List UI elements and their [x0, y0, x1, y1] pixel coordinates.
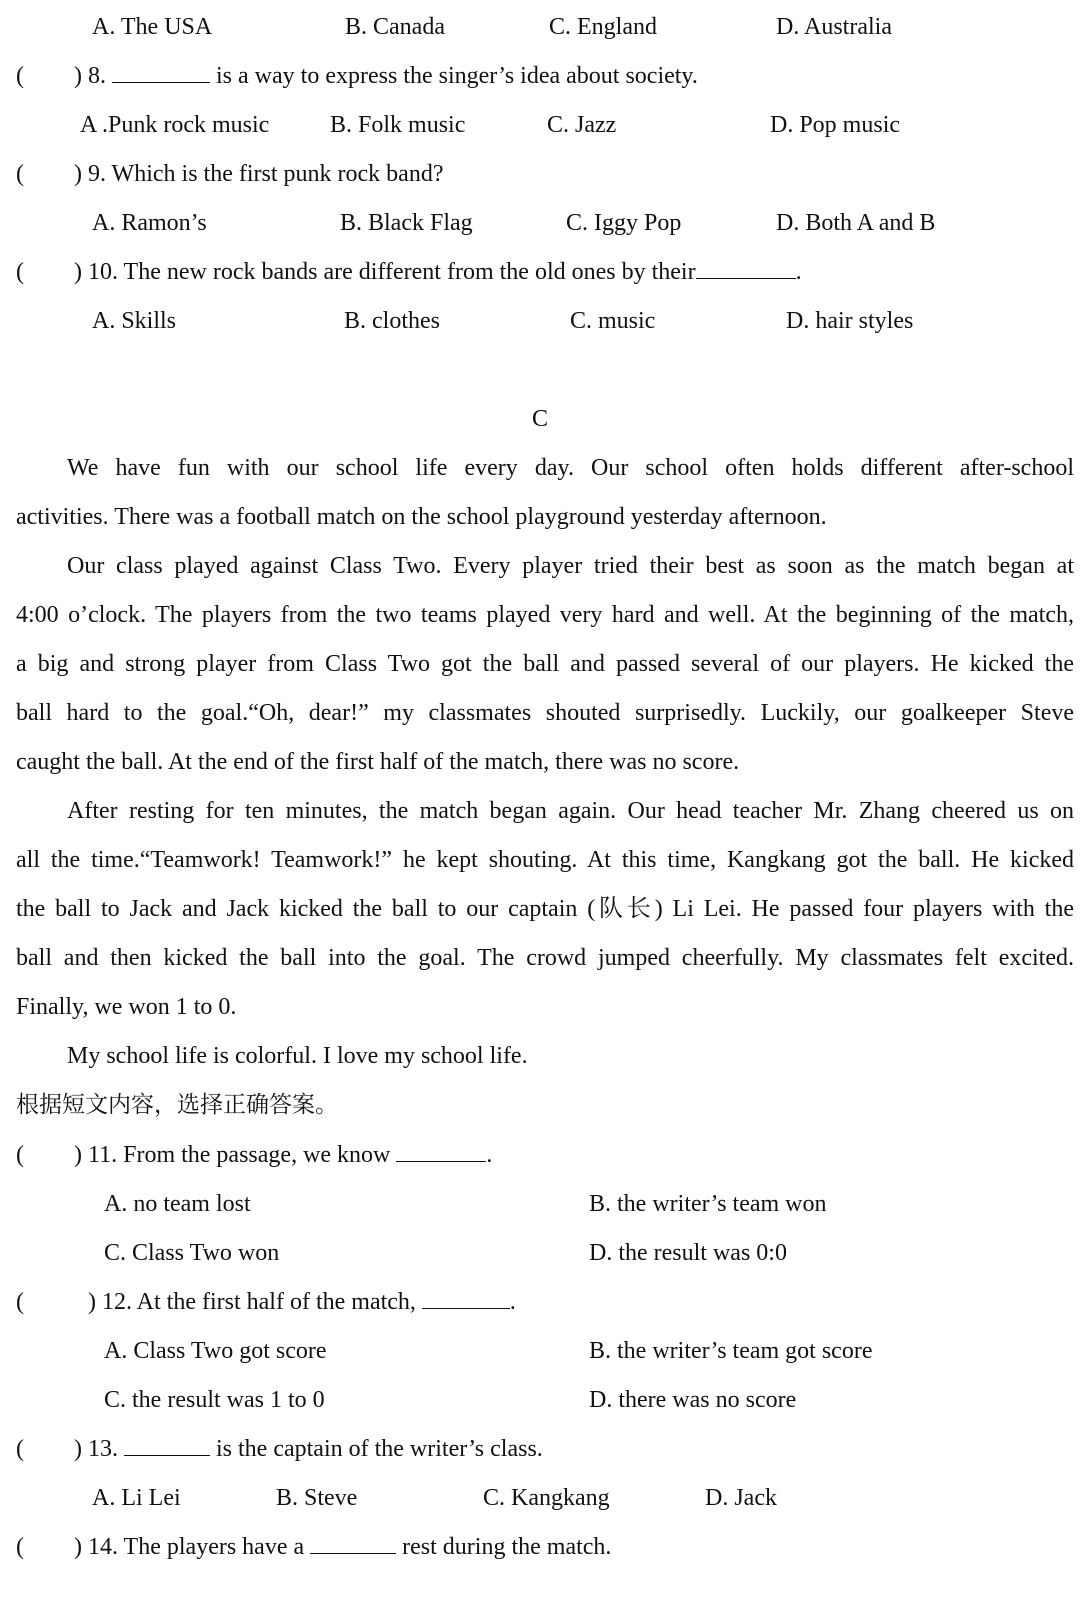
passage-line: After resting for ten minutes, the match began again. Our head teacher Mr. Zhang cheered us on: [67, 798, 1074, 824]
q13-option-a: A. Li Lei: [92, 1485, 181, 1511]
answer-blank: [422, 1288, 510, 1309]
q8-option-b: B. Folk music: [330, 112, 466, 138]
question-8-stem: [74, 61, 698, 91]
q11-option-a: A. no team lost: [104, 1191, 251, 1217]
answer-paren: (: [16, 259, 24, 285]
answer-blank: [310, 1533, 396, 1554]
q12-option-c: C. the result was 1 to 0: [104, 1387, 325, 1413]
question-11-text: ) 11. From the passage, we know: [74, 1142, 391, 1168]
answer-blank: [124, 1435, 210, 1456]
q7-option-d: D. Australia: [776, 14, 892, 40]
passage-line: ball and then kicked the ball into the goal. The crowd jumped cheerfully. My classmates felt excited.: [16, 945, 1074, 971]
q7-option-c: C. England: [549, 14, 657, 40]
passage-line: My school life is colorful. I love my school life.: [67, 1043, 528, 1069]
q12-option-b: B. the writer’s team got score: [589, 1338, 873, 1364]
passage-line: ball hard to the goal.“Oh, dear!” my classmates shouted surprisedly. Luckily, our goalkeeper Steve: [16, 700, 1074, 726]
answer-paren: (: [16, 63, 24, 89]
question-13-stem: [74, 1434, 543, 1464]
passage-line: activities. There was a football match on the school playground yesterday afternoon.: [16, 504, 827, 530]
q10-option-b: B. clothes: [344, 308, 440, 334]
q8-option-c: C. Jazz: [547, 112, 617, 138]
passage-line: Finally, we won 1 to 0.: [16, 994, 237, 1020]
question-13-text: is the captain of the writer’s class.: [216, 1436, 543, 1462]
q13-option-d: D. Jack: [705, 1485, 777, 1511]
question-8-text: is a way to express the singer’s idea about society.: [216, 63, 698, 89]
passage-line: Our class played against Class Two. Every player tried their best as soon as the match began at: [67, 553, 1074, 579]
q7-option-b: B. Canada: [345, 14, 445, 40]
answer-blank: [112, 62, 210, 83]
q12-option-a: A. Class Two got score: [104, 1338, 327, 1364]
q13-option-c: C. Kangkang: [483, 1485, 610, 1511]
question-12-stem: [88, 1287, 516, 1317]
answer-paren: (: [16, 161, 24, 187]
answer-paren: (: [16, 1534, 24, 1560]
q10-option-c: C. music: [570, 308, 656, 334]
question-9-text: ) 9. Which is the first punk rock band?: [74, 161, 444, 187]
question-11-stem: [74, 1140, 492, 1170]
question-end-mark: .: [795, 259, 802, 285]
question-number: ) 13.: [74, 1436, 118, 1462]
section-title: C: [531, 406, 548, 432]
q8-option-d: D. Pop music: [770, 112, 901, 138]
answer-blank: [696, 258, 796, 279]
question-12-text: ) 12. At the first half of the match,: [88, 1289, 416, 1315]
question-14-text: ) 14. The players have a: [74, 1534, 305, 1560]
question-end-mark: .: [486, 1142, 493, 1168]
q7-option-a: A. The USA: [92, 14, 213, 40]
q11-option-b: B. the writer’s team won: [589, 1191, 827, 1217]
answer-paren: (: [16, 1142, 24, 1168]
passage-line: caught the ball. At the end of the first half of the match, there was no score.: [16, 749, 740, 775]
q9-option-a: A. Ramon’s: [92, 210, 207, 236]
q9-option-d: D. Both A and B: [776, 210, 936, 236]
answer-blank: [396, 1141, 486, 1162]
q8-option-a: A .Punk rock music: [80, 112, 270, 138]
q10-option-d: D. hair styles: [786, 308, 914, 334]
passage-line: a big and strong player from Class Two got the ball and passed several of our players. He kicked the: [16, 651, 1074, 677]
q9-option-b: B. Black Flag: [340, 210, 473, 236]
instruction-text: 根据短文内容，选择正确答案。: [16, 1092, 338, 1118]
question-end-mark: .: [509, 1289, 516, 1315]
q13-option-b: B. Steve: [276, 1485, 358, 1511]
passage-line: 4:00 o’clock. The players from the two teams played very hard and well. At the beginning of the match,: [16, 602, 1074, 628]
answer-paren: (: [16, 1289, 24, 1315]
passage-line: the ball to Jack and Jack kicked the ball to our captain (队长) Li Lei. He passed four players with the: [16, 896, 1074, 922]
question-10-text: ) 10. The new rock bands are different from the old ones by their: [74, 259, 696, 285]
passage-line: We have fun with our school life every day. Our school often holds different after-school: [67, 455, 1074, 481]
answer-paren: (: [16, 1436, 24, 1462]
q12-option-d: D. there was no score: [589, 1387, 797, 1413]
q10-option-a: A. Skills: [92, 308, 177, 334]
q11-option-c: C. Class Two won: [104, 1240, 280, 1266]
q9-option-c: C. Iggy Pop: [566, 210, 682, 236]
question-10-stem: [74, 257, 802, 287]
question-14-text-end: rest during the match.: [402, 1534, 612, 1560]
q11-option-d: D. the result was 0:0: [589, 1240, 787, 1266]
question-number: ) 8.: [74, 63, 106, 89]
question-14-stem: [74, 1532, 611, 1562]
passage-line: all the time.“Teamwork! Teamwork!” he kept shouting. At this time, Kangkang got the ball. He kicked: [16, 847, 1074, 873]
